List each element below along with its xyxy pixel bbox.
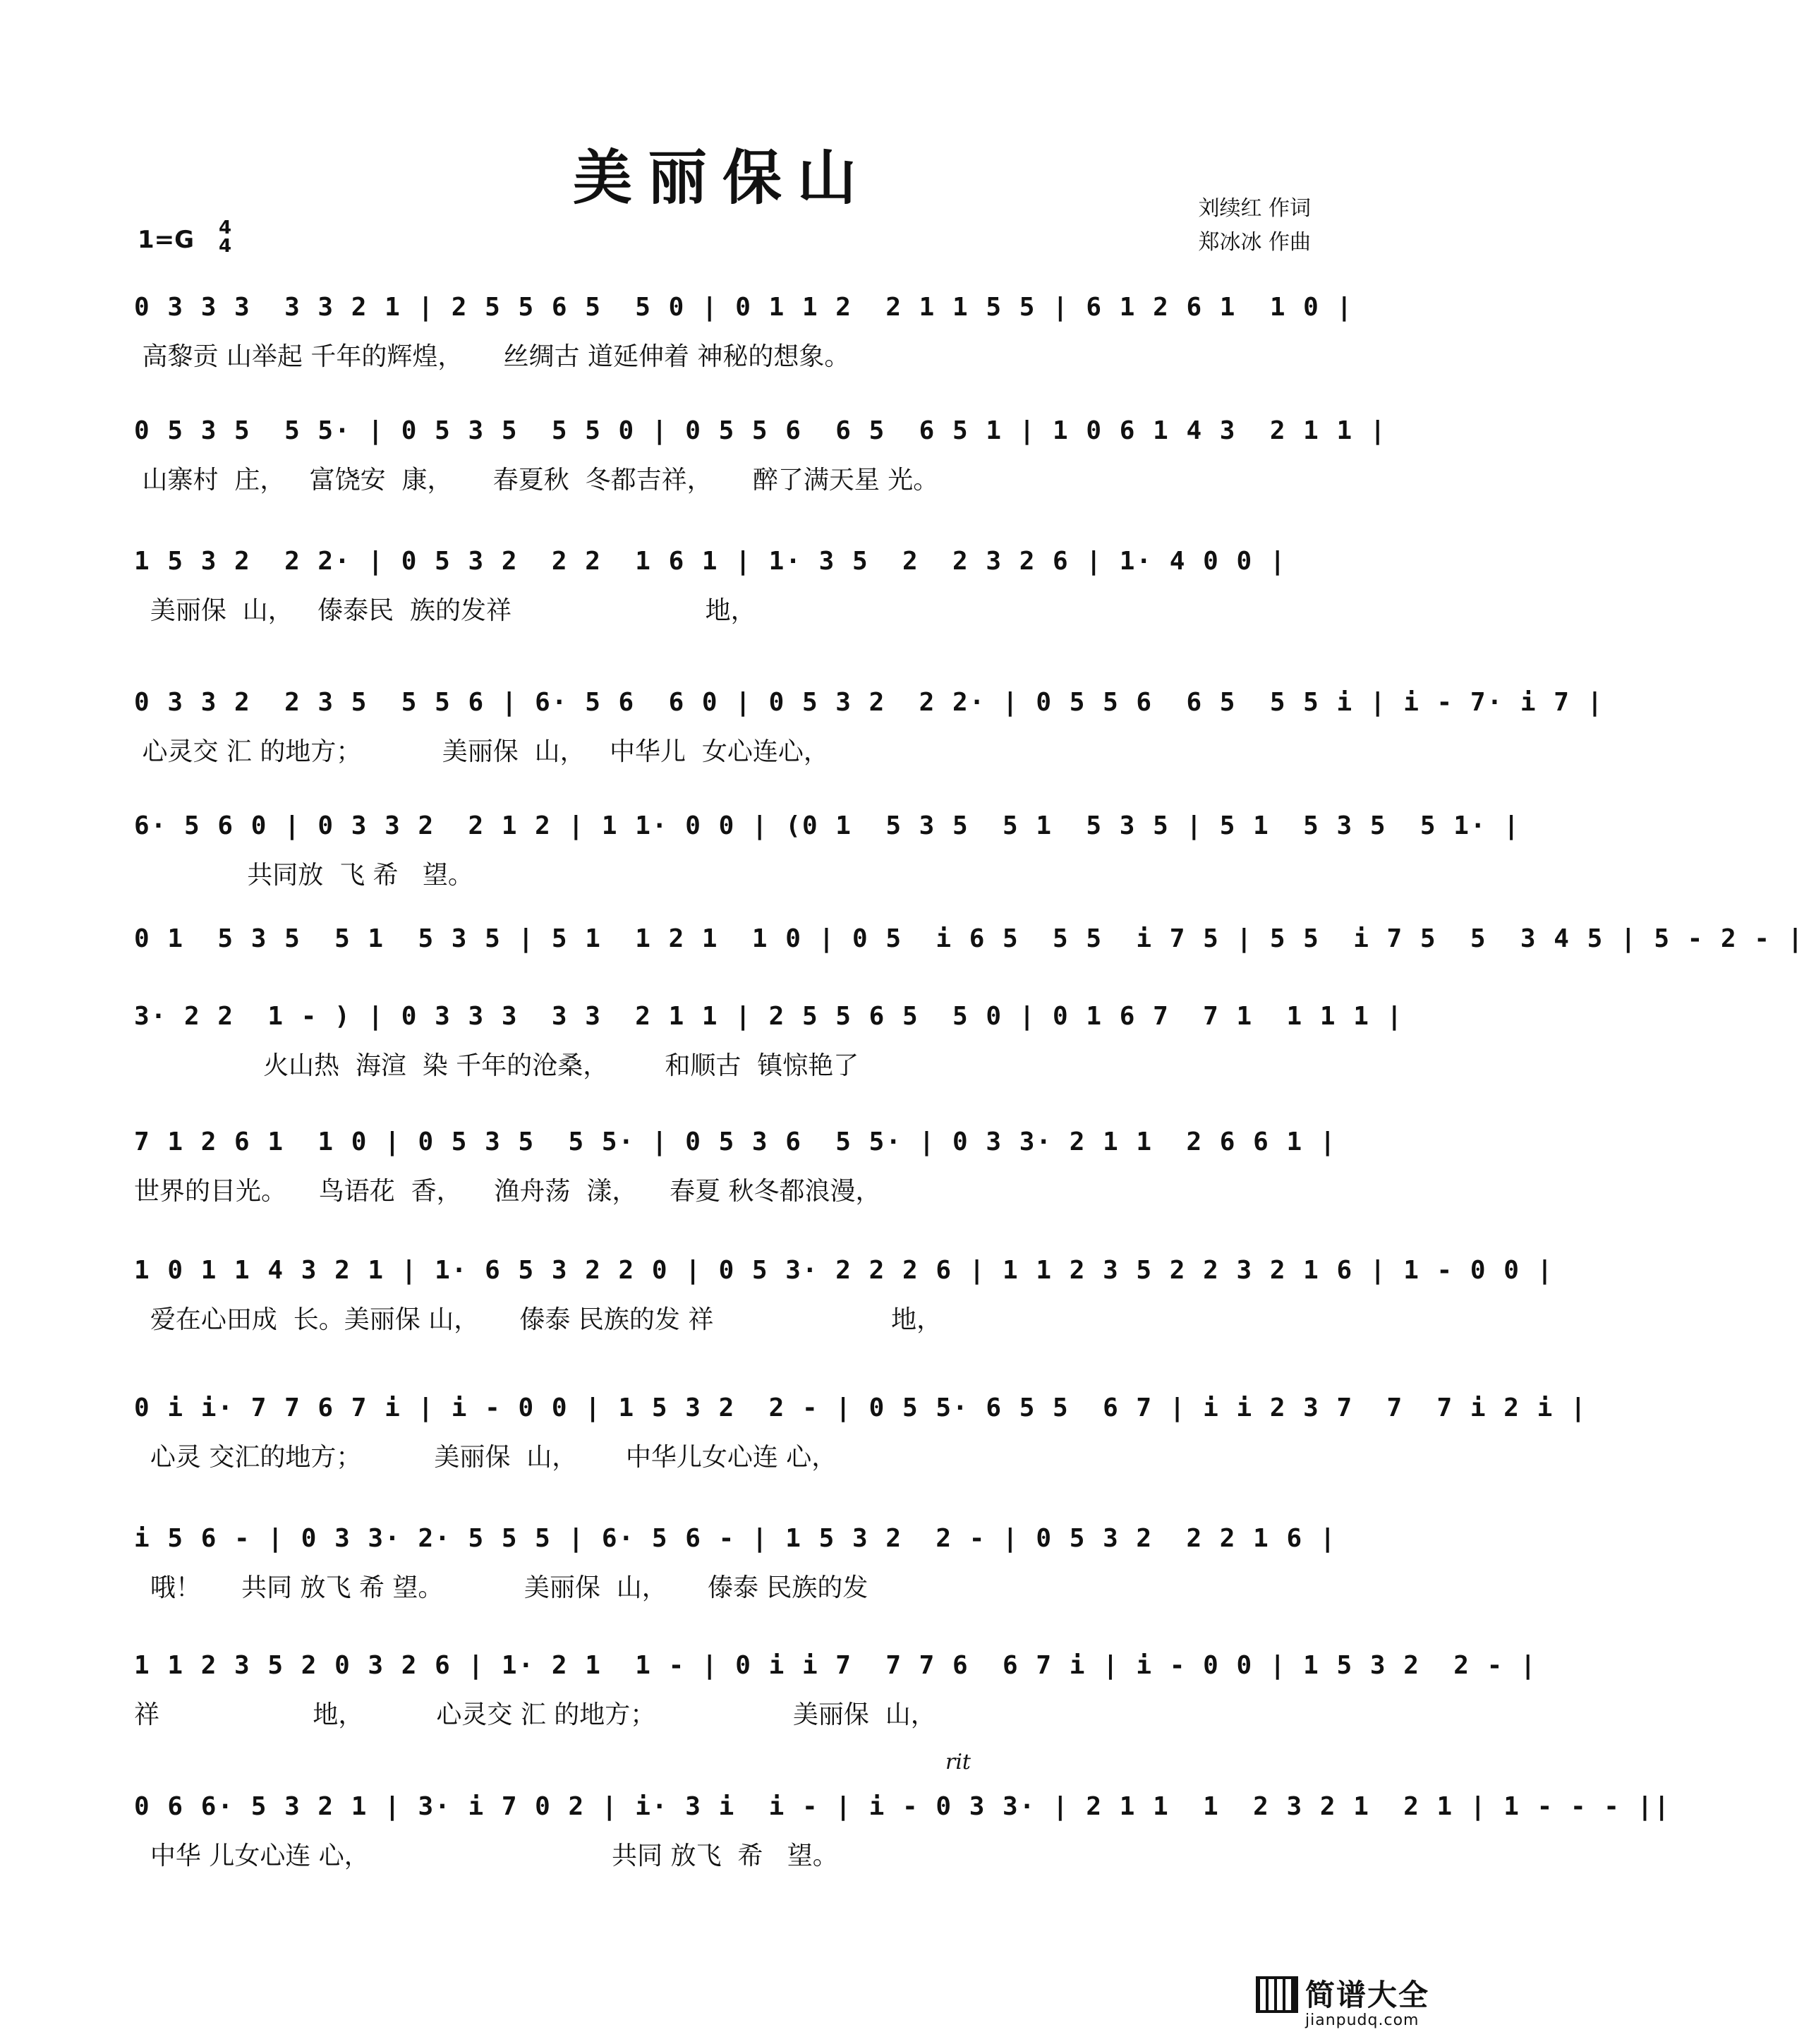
credits bbox=[1198, 192, 1311, 260]
time-signature bbox=[219, 219, 231, 255]
notation-line: 0 3 3 2 2 3 5 5 5 6 | 6· 5 6 6 0 | 0 5 3 2 2 2· | 0 5 5 6 6 5 5 5 i | i - 7· i 7 | bbox=[134, 688, 1604, 717]
notation-line: 0 3 3 3 3 3 2 1 | 2 5 5 6 5 5 0 | 0 1 1 2 2 1 1 5 5 | 6 1 2 6 1 1 0 | bbox=[134, 293, 1354, 322]
page-title: 美丽保山 bbox=[572, 143, 872, 212]
score-system-1 bbox=[134, 293, 1354, 399]
notation-line: 3· 2 2 1 - ) | 0 3 3 3 3 3 2 1 1 | 2 5 5 6 5 5 0 | 0 1 6 7 7 1 1 1 1 | bbox=[134, 1002, 1404, 1031]
score-system-11 bbox=[134, 1524, 1337, 1630]
lyrics-line bbox=[134, 968, 1314, 1003]
lyrics-line: 爱在心田成 长。美丽保 山， 傣泰 民族的发 祥 地， bbox=[134, 1305, 943, 1334]
time-signature-bottom: 4 bbox=[219, 236, 232, 257]
score-system-8 bbox=[134, 1127, 1337, 1233]
lyrics-line: 哦！ 共同 放飞 希 望。 美丽保 山， 傣泰 民族的发 bbox=[134, 1573, 868, 1602]
composer-credit: 郑冰冰 作曲 bbox=[1198, 230, 1311, 255]
score-system-2 bbox=[134, 416, 1387, 522]
lyricist-credit: 刘续红 作词 bbox=[1198, 196, 1311, 221]
notation-line: 1 5 3 2 2 2· | 0 5 3 2 2 2 1 6 1 | 1· 3 5 2 2 3 2 6 | 1· 4 0 0 | bbox=[134, 547, 1287, 576]
lyrics-line: 山寨村 庄， 富饶安 康， 春夏秋 冬都吉祥， 醉了满天星 光。 bbox=[134, 466, 939, 495]
time-signature-top: 4 bbox=[219, 217, 232, 238]
watermark-logo bbox=[1254, 1972, 1431, 2036]
score-system-12 bbox=[134, 1651, 1537, 1757]
lyrics-line: 世界的目光。 鸟语花 香， 渔舟荡 漾， 春夏 秋冬都浪漫， bbox=[134, 1177, 881, 1206]
notation-line: 1 0 1 1 4 3 2 1 | 1· 6 5 3 2 2 0 | 0 5 3· 2 2 2 6 | 1 1 2 3 5 2 2 3 2 1 6 | 1 - 0 0 | bbox=[134, 1256, 1554, 1285]
notation-line: 0 6 6· 5 3 2 1 | 3· i 7 0 2 | i· 3 i i - | i - 0 3 3· | 2 1 1 1 2 3 2 1 2 1 | 1 - - - || bbox=[134, 1792, 1671, 1821]
notation-line: 7 1 2 6 1 1 0 | 0 5 3 5 5 5· | 0 5 3 6 5 5· | 0 3 3· 2 1 1 2 6 6 1 | bbox=[134, 1127, 1337, 1156]
tempo-marking: rit bbox=[945, 1750, 971, 1774]
notation-line: 0 1 5 3 5 5 1 5 3 5 | 5 1 1 2 1 1 0 | 0 5 i 6 5 5 5 i 7 5 | 5 5 i 7 5 5 3 4 5 | 5 - 2 - | bbox=[134, 924, 1804, 953]
score-system-13 bbox=[134, 1750, 1671, 1898]
score-system-7 bbox=[134, 1002, 1404, 1108]
notation-line: 1 1 2 3 5 2 0 3 2 6 | 1· 2 1 1 - | 0 i i 7 7 7 6 6 7 i | i - 0 0 | 1 5 3 2 2 - | bbox=[134, 1651, 1537, 1680]
notation-line: 0 i i· 7 7 6 7 i | i - 0 0 | 1 5 3 2 2 - | 0 5 5· 6 5 5 6 7 | i i 2 3 7 7 7 i 2 i | bbox=[134, 1393, 1587, 1422]
score-system-4 bbox=[134, 688, 1604, 794]
score-system-10 bbox=[134, 1393, 1587, 1499]
notation-line: i 5 6 - | 0 3 3· 2· 5 5 5 | 6· 5 6 - | 1 5 3 2 2 - | 0 5 3 2 2 2 1 6 | bbox=[134, 1524, 1337, 1553]
lyrics-line: 心灵 交汇的地方； 美丽保 山， 中华儿女心连 心， bbox=[134, 1443, 837, 1472]
score-system-5 bbox=[134, 811, 1520, 917]
lyrics-line: 心灵交 汇 的地方； 美丽保 山， 中华儿 女心连心， bbox=[134, 737, 829, 766]
watermark-url: jianpudq.com bbox=[1305, 2012, 1419, 2029]
score-system-3 bbox=[134, 547, 1314, 653]
lyrics-line: 火山热 海渲 染 千年的沧桑， 和顺古 镇惊艳了 bbox=[134, 1051, 859, 1080]
lyrics-line: 共同放 飞 希 望。 bbox=[134, 861, 473, 890]
notation-line: 0 5 3 5 5 5· | 0 5 3 5 5 5 0 | 0 5 5 6 6 5 6 5 1 | 1 0 6 1 4 3 2 1 1 | bbox=[134, 416, 1387, 445]
lyrics-line: 祥 地， 心灵交 汇 的地方； 美丽保 山， bbox=[134, 1700, 936, 1729]
lyrics-line: 中华 儿女心连 心， 共同 放飞 希 望。 bbox=[134, 1842, 838, 1870]
notation-line: 6· 5 6 0 | 0 3 3 2 2 1 2 | 1 1· 0 0 | (0 1 5 3 5 5 1 5 3 5 | 5 1 5 3 5 5 1· | bbox=[134, 811, 1520, 840]
score-system-9 bbox=[134, 1256, 1554, 1362]
watermark-name: 简谱大全 bbox=[1305, 1978, 1430, 2012]
piano-icon bbox=[1254, 1972, 1300, 2017]
key-signature: 1=G bbox=[138, 226, 195, 254]
lyrics-line: 美丽保 山， 傣泰民 族的发祥 地， bbox=[134, 596, 756, 625]
lyrics-line: 高黎贡 山举起 千年的辉煌， 丝绸古 道延伸着 神秘的想象。 bbox=[134, 342, 850, 371]
